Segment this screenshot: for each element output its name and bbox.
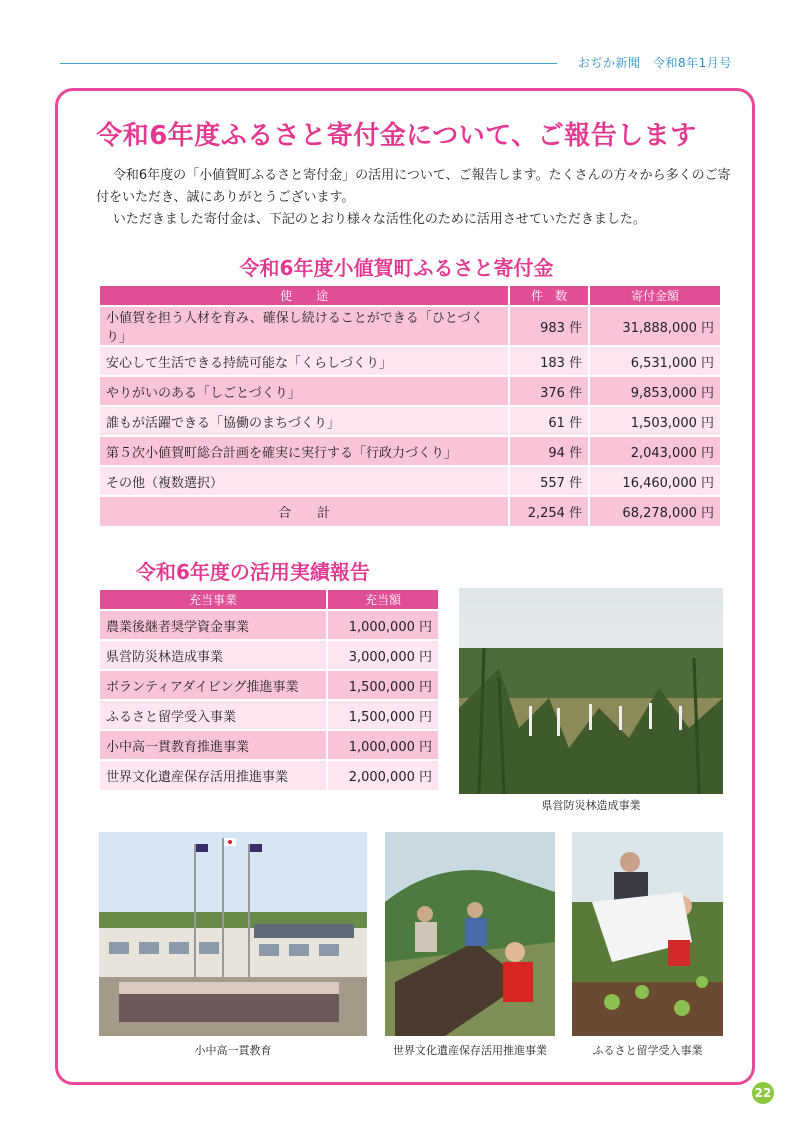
cell-project: ボランティアダイビング推進事業 bbox=[100, 670, 327, 700]
cell-count: 376 件 bbox=[509, 376, 589, 406]
table-row bbox=[100, 730, 439, 760]
forest-photo bbox=[459, 588, 723, 794]
cell-use: 第５次小値賀町総合計画を確実に実行する「行政力づくり」 bbox=[100, 436, 509, 466]
cell-count: 94 件 bbox=[509, 436, 589, 466]
page-number: 22 bbox=[752, 1082, 774, 1104]
cell-count: 983 件 bbox=[509, 306, 589, 346]
table-row bbox=[100, 700, 439, 730]
cell-project: 世界文化遺産保存活用推進事業 bbox=[100, 760, 327, 790]
table-row bbox=[100, 376, 721, 406]
cell-use: 安心して生活できる持続可能な「くらしづくり」 bbox=[100, 346, 509, 376]
usage-table-title: 令和6年度の活用実績報告 bbox=[136, 560, 370, 584]
cell-count: 61 件 bbox=[509, 406, 589, 436]
total-count: 2,254 件 bbox=[509, 496, 589, 526]
col-count: 件 数 bbox=[509, 286, 589, 306]
cell-amount: 1,000,000 円 bbox=[327, 730, 439, 760]
table-row bbox=[100, 670, 439, 700]
cell-use: その他（複数選択） bbox=[100, 466, 509, 496]
cell-amount: 1,500,000 円 bbox=[327, 700, 439, 730]
header-rule bbox=[60, 63, 557, 64]
table-row bbox=[100, 436, 721, 466]
intro-text bbox=[96, 165, 736, 231]
cell-amount: 6,531,000 円 bbox=[589, 346, 721, 376]
cell-amount: 1,503,000 円 bbox=[589, 406, 721, 436]
cell-count: 183 件 bbox=[509, 346, 589, 376]
table-total-row bbox=[100, 496, 721, 526]
cell-amount: 16,460,000 円 bbox=[589, 466, 721, 496]
table-row bbox=[100, 610, 439, 640]
table-row bbox=[100, 760, 439, 790]
table-row bbox=[100, 640, 439, 670]
total-label: 合 計 bbox=[100, 496, 509, 526]
intro-paragraph-2: いただきました寄付金は、下記のとおり様々な活性化のために活用させていただきました。 bbox=[112, 212, 646, 227]
table-row bbox=[100, 466, 721, 496]
cell-amount: 2,043,000 円 bbox=[589, 436, 721, 466]
donation-table bbox=[100, 286, 722, 526]
cell-amount: 9,853,000 円 bbox=[589, 376, 721, 406]
cell-amount: 1,500,000 円 bbox=[327, 670, 439, 700]
usage-table bbox=[100, 590, 440, 790]
cell-use: 小値賀を担う人材を育み、確保し続けることができる「ひとづくり」 bbox=[100, 306, 509, 346]
cell-amount: 3,000,000 円 bbox=[327, 640, 439, 670]
col-amount: 寄付金額 bbox=[589, 286, 721, 306]
cell-amount: 1,000,000 円 bbox=[327, 610, 439, 640]
total-amount: 68,278,000 円 bbox=[589, 496, 721, 526]
cell-count: 557 件 bbox=[509, 466, 589, 496]
cell-amount: 31,888,000 円 bbox=[589, 306, 721, 346]
cell-use: 誰もが活躍できる「協働のまちづくり」 bbox=[100, 406, 509, 436]
col-use: 使 途 bbox=[100, 286, 509, 306]
cell-project: 小中高一貫教育推進事業 bbox=[100, 730, 327, 760]
study-caption: ふるさと留学受入事業 bbox=[592, 1044, 703, 1057]
table-row bbox=[100, 346, 721, 376]
col-project: 充当事業 bbox=[100, 590, 327, 610]
page-title: 令和6年度ふるさと寄付金について、ご報告します bbox=[96, 121, 697, 151]
header-publication: おぢか新聞 令和8年1月号 bbox=[578, 56, 732, 70]
col-allocated: 充当額 bbox=[327, 590, 439, 610]
cell-use: やりがいのある「しごとづくり」 bbox=[100, 376, 509, 406]
table-row bbox=[100, 306, 721, 346]
donation-table-title: 令和6年度小値賀町ふるさと寄付金 bbox=[239, 256, 554, 280]
cell-project: 県営防災林造成事業 bbox=[100, 640, 327, 670]
forest-caption: 県営防災林造成事業 bbox=[541, 799, 641, 812]
cell-project: 農業後継者奨学資金事業 bbox=[100, 610, 327, 640]
cell-project: ふるさと留学受入事業 bbox=[100, 700, 327, 730]
table-row bbox=[100, 406, 721, 436]
heritage-caption: 世界文化遺産保存活用推進事業 bbox=[393, 1044, 547, 1057]
study-photo bbox=[572, 832, 723, 1036]
heritage-photo bbox=[385, 832, 555, 1036]
cell-amount: 2,000,000 円 bbox=[327, 760, 439, 790]
school-photo bbox=[99, 832, 367, 1036]
intro-paragraph-1: 令和6年度の「小値賀町ふるさと寄付金」の活用について、ご報告します。たくさんの方々から多くのご寄付をいただき、誠にありがとうございます。 bbox=[96, 168, 731, 205]
school-caption: 小中高一貫教育 bbox=[194, 1044, 272, 1057]
